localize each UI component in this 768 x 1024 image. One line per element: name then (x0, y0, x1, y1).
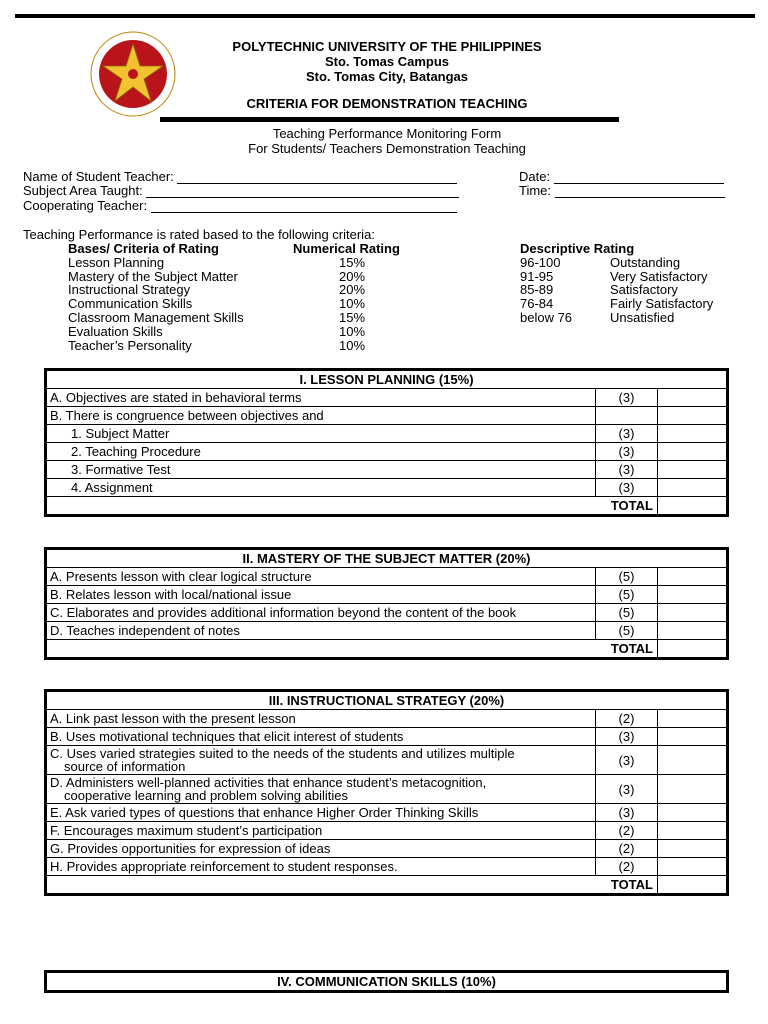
criterion-points: (2) (595, 858, 657, 876)
subject-area-field[interactable] (23, 183, 459, 198)
basis-pct: 15% (339, 255, 366, 270)
basis-pct: 15% (339, 310, 366, 325)
section-title: I. LESSON PLANNING (15%) (46, 370, 728, 389)
rating-range: 76-84 (520, 296, 554, 311)
university-name: POLYTECHNIC UNIVERSITY OF THE PHILIPPINES (232, 39, 542, 54)
score-cell[interactable] (657, 443, 727, 461)
instructional-strategy-table (44, 689, 729, 896)
subject-area-line[interactable] (146, 184, 459, 198)
basis-pct: 10% (339, 296, 366, 311)
criterion-points: (5) (596, 586, 658, 604)
criterion-text: H. Provides appropriate reinforcement to student responses. (46, 858, 596, 876)
section-title: III. INSTRUCTIONAL STRATEGY (20%) (46, 691, 728, 710)
section-title: II. MASTERY OF THE SUBJECT MATTER (20%) (46, 549, 728, 568)
rating-range: 85-89 (520, 282, 554, 297)
form-title: Teaching Performance Monitoring Form (272, 126, 502, 141)
basis-name: Mastery of the Subject Matter (68, 269, 238, 284)
criterion-text: 3. Formative Test (46, 461, 596, 479)
criterion-text: 4. Assignment (46, 479, 596, 497)
criterion-points: (3) (595, 804, 657, 822)
criterion-line: cooperative learning and problem solving abilities (64, 788, 349, 803)
score-cell[interactable] (657, 461, 727, 479)
total-row (46, 497, 728, 516)
criterion-text: D. Teaches independent of notes (46, 622, 596, 640)
total-label: TOTAL (46, 640, 658, 659)
time-label: Time: (519, 183, 552, 198)
score-cell[interactable] (657, 479, 727, 497)
table-row (46, 746, 728, 775)
criterion-text (46, 775, 596, 804)
criterion-points: (3) (595, 425, 657, 443)
student-teacher-label: Name of Student Teacher: (23, 169, 174, 184)
table-row (46, 710, 728, 728)
table-row (46, 622, 728, 640)
time-field[interactable] (519, 183, 725, 198)
bases-header: Bases/ Criteria of Rating (68, 241, 219, 256)
score-cell[interactable] (658, 586, 728, 604)
criterion-text: E. Ask varied types of questions that enhance Higher Order Thinking Skills (46, 804, 596, 822)
criterion-line: D. Administers well-planned activities that enhance student’s metacognition, (50, 775, 487, 790)
criterion-points: (5) (596, 568, 658, 586)
criterion-text: B. Relates lesson with local/national issue (46, 586, 596, 604)
mastery-table (44, 547, 729, 660)
table-row (46, 728, 728, 746)
lesson-planning-table (44, 368, 729, 517)
criterion-points: (2) (595, 822, 657, 840)
rating-range: 96-100 (520, 255, 561, 270)
total-label: TOTAL (46, 497, 658, 516)
rating-range: below 76 (520, 310, 573, 325)
table-row (46, 858, 728, 876)
score-cell[interactable] (657, 858, 727, 876)
time-line[interactable] (555, 184, 725, 198)
criterion-points (595, 407, 657, 425)
basis-pct: 10% (339, 324, 366, 339)
criterion-text: 2. Teaching Procedure (46, 443, 596, 461)
table-row (46, 822, 728, 840)
score-cell[interactable] (657, 822, 727, 840)
total-cell[interactable] (657, 876, 727, 895)
subject-area-label: Subject Area Taught: (23, 183, 143, 198)
numerical-header: Numerical Rating (293, 241, 400, 256)
criterion-points: (3) (595, 443, 657, 461)
criterion-line: source of information (64, 759, 186, 774)
criterion-points: (5) (596, 622, 658, 640)
date-field[interactable] (519, 169, 724, 184)
cooperating-teacher-label: Cooperating Teacher: (23, 198, 148, 213)
student-teacher-field[interactable] (23, 169, 457, 184)
rating-label: Very Satisfactory (610, 269, 708, 284)
student-teacher-line[interactable] (177, 170, 457, 184)
table-row (46, 425, 728, 443)
basis-name: Teacher’s Personality (68, 338, 192, 353)
criterion-text: F. Encourages maximum student’s participation (46, 822, 596, 840)
total-cell[interactable] (657, 497, 727, 516)
top-border (15, 14, 755, 18)
total-row (46, 876, 728, 895)
table-row (46, 407, 728, 425)
criterion-text: A. Objectives are stated in behavioral terms (46, 389, 596, 407)
criterion-line: C. Uses varied strategies suited to the needs of the students and utilizes multiple (50, 746, 515, 761)
score-cell[interactable] (657, 407, 727, 425)
basis-name: Evaluation Skills (68, 324, 163, 339)
campus-name: Sto. Tomas Campus (324, 54, 449, 69)
table-row (46, 604, 728, 622)
basis-pct: 20% (339, 269, 366, 284)
criterion-points: (3) (595, 461, 657, 479)
descriptive-header: Descriptive Rating (520, 241, 635, 256)
criterion-text: 1. Subject Matter (46, 425, 596, 443)
rating-label: Fairly Satisfactory (610, 296, 714, 311)
date-line[interactable] (554, 170, 724, 184)
criterion-points: (3) (595, 728, 657, 746)
criterion-text: G. Provides opportunities for expression of ideas (46, 840, 596, 858)
table-row (46, 479, 728, 497)
document-title: CRITERIA FOR DEMONSTRATION TEACHING (246, 96, 528, 111)
date-label: Date: (519, 169, 551, 184)
criterion-points: (3) (595, 775, 657, 804)
score-cell[interactable] (657, 804, 727, 822)
score-cell[interactable] (657, 710, 727, 728)
criterion-text: B. There is congruence between objectives and (46, 407, 596, 425)
basis-name: Instructional Strategy (68, 282, 191, 297)
score-cell[interactable] (658, 604, 728, 622)
rating-label: Satisfactory (610, 282, 678, 297)
score-cell[interactable] (658, 622, 728, 640)
basis-name: Lesson Planning (68, 255, 165, 270)
score-cell[interactable] (657, 746, 727, 775)
criterion-points: (5) (596, 604, 658, 622)
table-row (46, 804, 728, 822)
criterion-points: (3) (595, 389, 657, 407)
section-title: IV. COMMUNICATION SKILLS (10%) (46, 972, 728, 992)
score-cell[interactable] (657, 728, 727, 746)
cooperating-teacher-line[interactable] (151, 199, 457, 213)
criterion-points: (2) (595, 710, 657, 728)
total-row (46, 640, 728, 659)
basis-name: Communication Skills (68, 296, 193, 311)
table-row (46, 389, 728, 407)
campus-city: Sto. Tomas City, Batangas (305, 69, 469, 84)
criterion-text: A. Link past lesson with the present lesson (46, 710, 596, 728)
basis-pct: 20% (339, 282, 366, 297)
rating-label: Outstanding (610, 255, 681, 270)
title-rule (160, 117, 619, 122)
communication-skills-table (44, 970, 729, 993)
criterion-points: (3) (595, 479, 657, 497)
criterion-text: A. Presents lesson with clear logical structure (46, 568, 596, 586)
rating-range: 91-95 (520, 269, 554, 284)
criteria-intro: Teaching Performance is rated based to the following criteria: (23, 227, 375, 242)
table-row (46, 568, 728, 586)
total-cell[interactable] (658, 640, 728, 659)
criterion-text: B. Uses motivational techniques that elicit interest of students (46, 728, 596, 746)
table-row (46, 840, 728, 858)
form-subtitle: For Students/ Teachers Demonstration Teaching (248, 141, 526, 156)
score-cell[interactable] (657, 775, 727, 804)
cooperating-teacher-field[interactable] (23, 198, 457, 213)
table-row (46, 443, 728, 461)
basis-name: Classroom Management Skills (68, 310, 244, 325)
score-cell[interactable] (657, 425, 727, 443)
score-cell[interactable] (658, 568, 728, 586)
criterion-text (46, 746, 596, 775)
criterion-points: (2) (595, 840, 657, 858)
rating-label: Unsatisfied (610, 310, 675, 325)
total-label: TOTAL (46, 876, 658, 895)
basis-pct: 10% (339, 338, 366, 353)
criterion-text: C. Elaborates and provides additional information beyond the content of the book (46, 604, 596, 622)
table-row (46, 775, 728, 804)
score-cell[interactable] (657, 840, 727, 858)
table-row (46, 461, 728, 479)
table-row (46, 586, 728, 604)
score-cell[interactable] (657, 389, 727, 407)
criterion-points: (3) (595, 746, 657, 775)
